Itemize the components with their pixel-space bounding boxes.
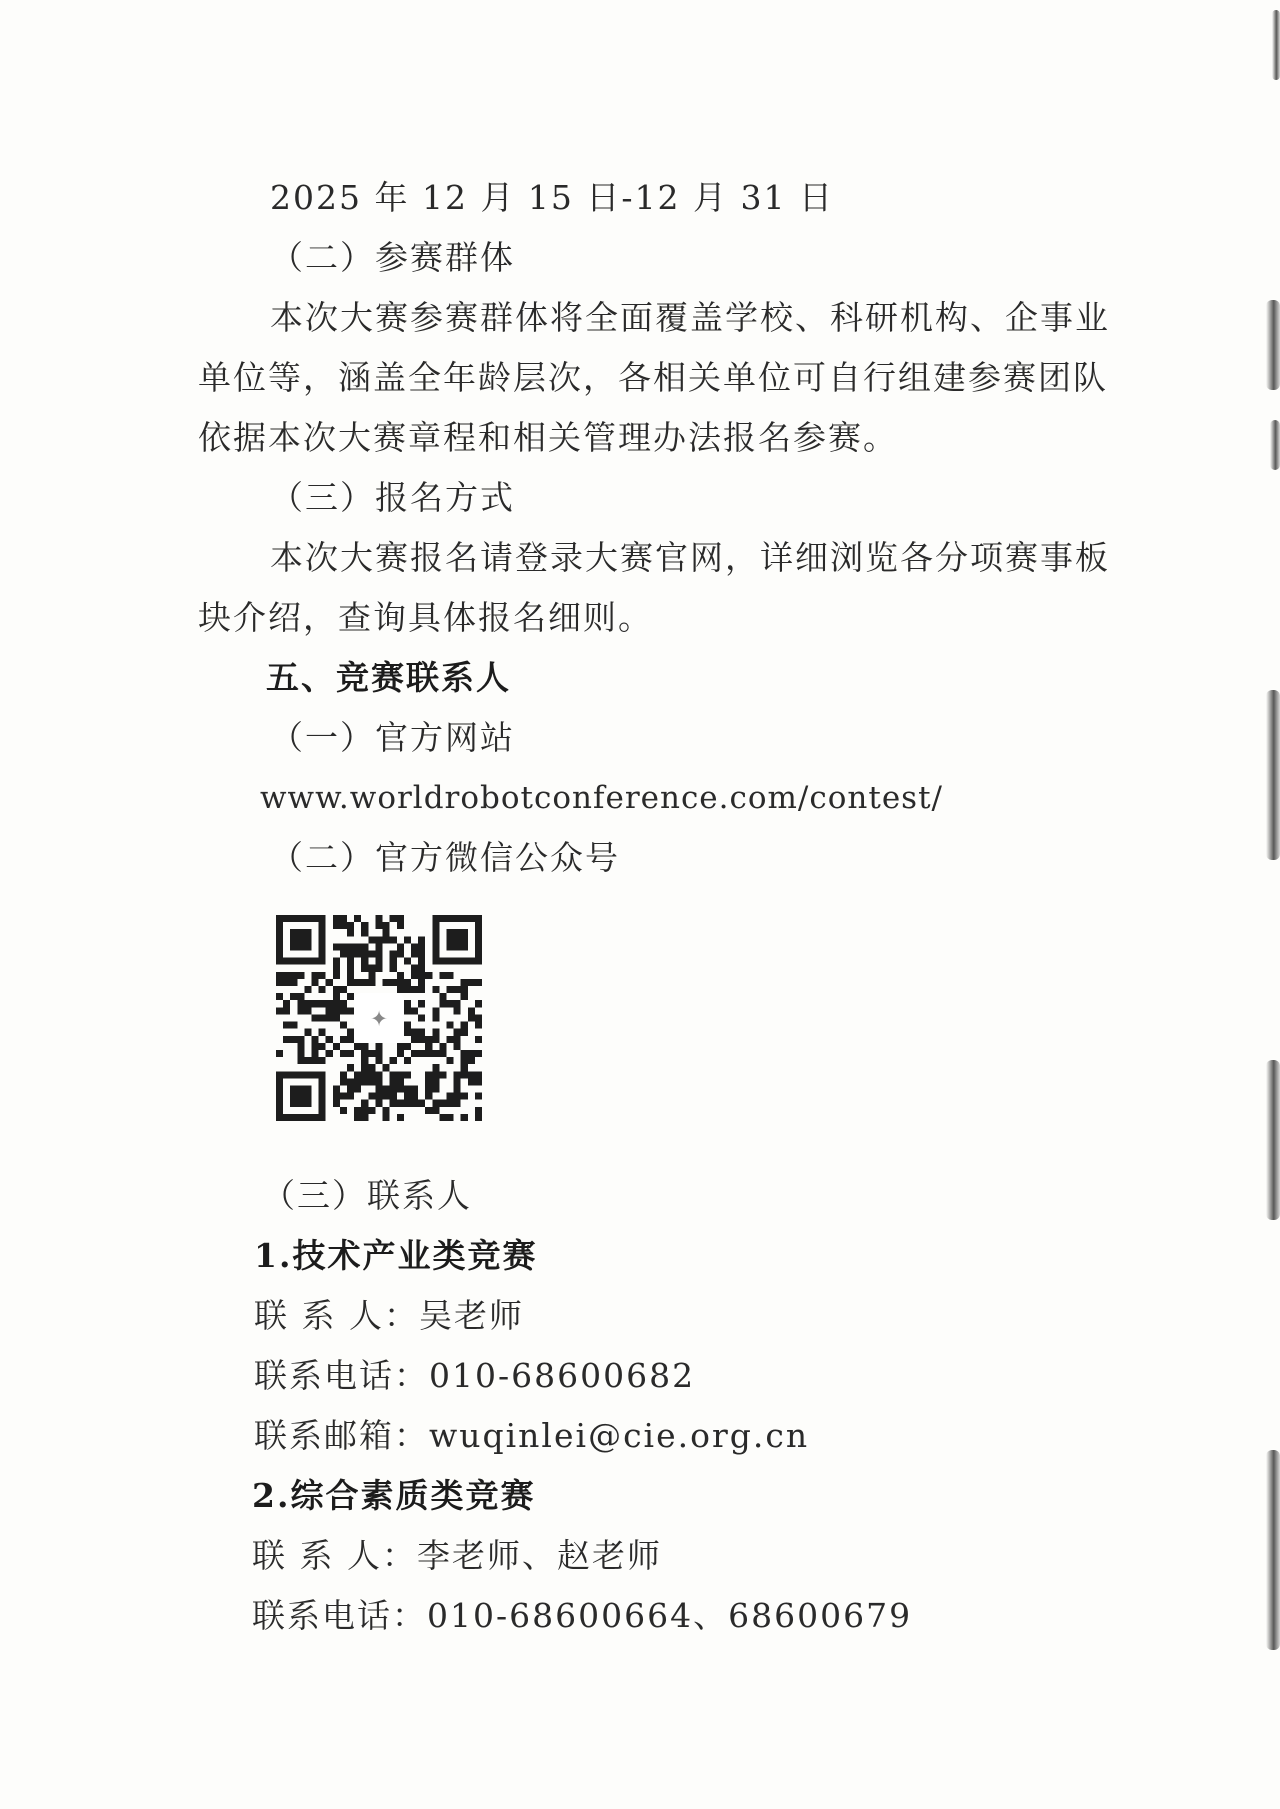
contact-tech-industry-title: 1.技术产业类竞赛 bbox=[254, 1236, 538, 1275]
qr-center-logo: ✦ bbox=[370, 1006, 388, 1032]
section-contacts-heading: 五、竞赛联系人 bbox=[266, 658, 511, 697]
section-contact-person-heading: （三）联系人 bbox=[262, 1176, 472, 1215]
scan-edge-mark bbox=[1266, 1060, 1280, 1220]
contact-comprehensive-title: 2.综合素质类竞赛 bbox=[252, 1476, 536, 1515]
section-participants-heading: （二）参赛群体 bbox=[270, 238, 515, 277]
official-website-url[interactable]: www.worldrobotconference.com/contest/ bbox=[260, 780, 943, 816]
date-range: 2025 年 12 月 15 日-12 月 31 日 bbox=[270, 178, 835, 217]
scan-edge-mark bbox=[1270, 420, 1280, 470]
section-wechat-heading: （二）官方微信公众号 bbox=[270, 838, 620, 877]
contact-tech-industry-phone: 联系电话：010-68600682 bbox=[254, 1356, 696, 1395]
section-official-website-heading: （一）官方网站 bbox=[270, 718, 515, 757]
participants-paragraph-line-1: 本次大赛参赛群体将全面覆盖学校、科研机构、企事业 bbox=[270, 298, 1110, 337]
participants-paragraph-line-3: 依据本次大赛章程和相关管理办法报名参赛。 bbox=[198, 418, 898, 457]
section-registration-heading: （三）报名方式 bbox=[270, 478, 515, 517]
scan-edge-mark bbox=[1266, 690, 1280, 860]
registration-paragraph-line-1: 本次大赛报名请登录大赛官网，详细浏览各分项赛事板 bbox=[270, 538, 1110, 577]
wechat-qr-code bbox=[276, 915, 482, 1121]
contact-tech-industry-person: 联 系 人：吴老师 bbox=[254, 1296, 524, 1335]
scan-edge-mark bbox=[1266, 300, 1280, 390]
registration-paragraph-line-2: 块介绍，查询具体报名细则。 bbox=[198, 598, 653, 637]
contact-comprehensive-person: 联 系 人：李老师、赵老师 bbox=[252, 1536, 662, 1575]
participants-paragraph-line-2: 单位等，涵盖全年龄层次，各相关单位可自行组建参赛团队 bbox=[198, 358, 1108, 397]
scan-edge-mark bbox=[1272, 10, 1280, 80]
contact-tech-industry-email[interactable]: 联系邮箱：wuqinlei@cie.org.cn bbox=[254, 1416, 810, 1455]
scan-edge-mark bbox=[1266, 1450, 1280, 1650]
contact-comprehensive-phone: 联系电话：010-68600664、68600679 bbox=[252, 1596, 913, 1635]
